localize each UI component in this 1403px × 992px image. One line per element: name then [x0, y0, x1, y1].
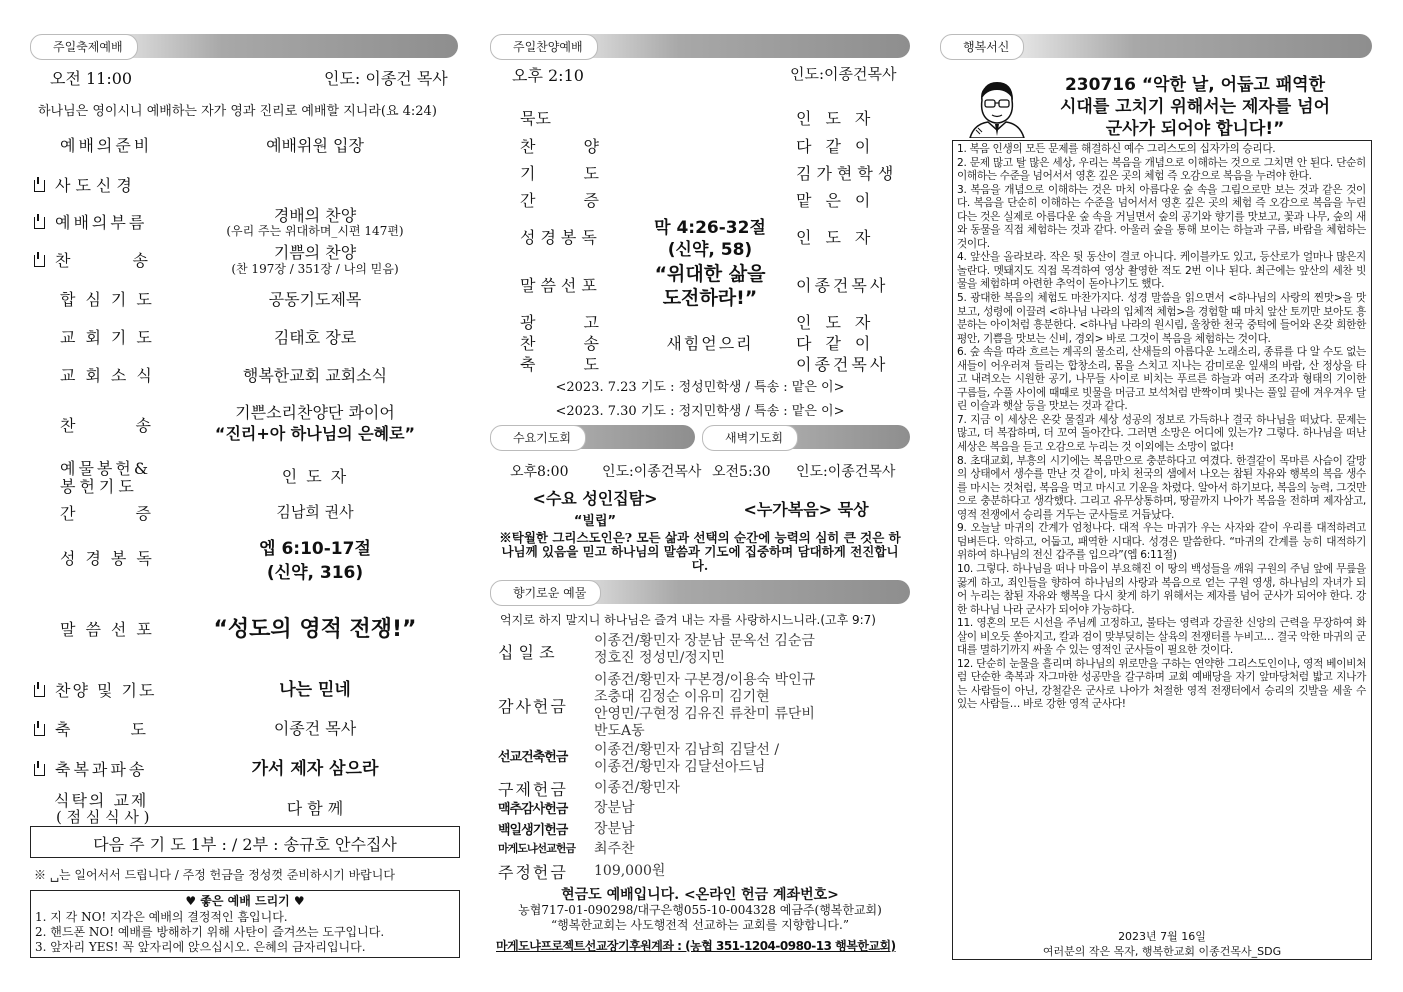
offering-names: 이종건/황민자 장분남 문옥선 김순금 — [594, 633, 815, 649]
afternoon-leader: 인도:이종건목사 — [790, 65, 897, 83]
order-label: 말씀선포 — [60, 620, 162, 639]
order-label: 사도신경 — [34, 173, 137, 196]
letter-header: 행복서신 — [940, 34, 1024, 60]
order-label: 찬송 — [520, 334, 647, 353]
order-value: 막 4:26-32절 — [654, 218, 766, 238]
order-value: 경배의 찬양 — [273, 206, 357, 225]
order-value: 가서 제자 삼으라 — [251, 759, 379, 779]
order-value: 예배위원 입장 — [266, 136, 364, 155]
order-value: 이종건 목사 — [273, 719, 357, 738]
afternoon-time: 오후 2:10 — [512, 66, 584, 85]
afternoon-header-bar — [490, 34, 910, 58]
offering-names: 조충대 김정순 이유미 김기현 — [594, 689, 770, 705]
order-who: 인도자 — [796, 313, 885, 332]
dawn-header-bar — [702, 425, 910, 449]
order-value: 김태호 장로 — [273, 328, 357, 347]
offering-names: 장분남 — [594, 800, 635, 816]
stand-icon — [34, 724, 45, 736]
offering-header: 향기로운 예물 — [490, 580, 601, 606]
order-sub: 도전하라!” — [662, 287, 758, 309]
order-label: 예배의준비 — [60, 136, 153, 155]
order-label: 교회소식 — [60, 366, 162, 385]
offering-label: 마게도냐선교헌금 — [498, 842, 576, 855]
order-label: 축복과파송 — [34, 757, 147, 780]
stand-icon — [34, 685, 45, 697]
stand-note: ※ ␣는 일어서서 드립니다 / 주정 헌금을 정성껏 준비하시기 바랍니다 — [34, 868, 395, 882]
letter-title-line3: 군사가 되어야 합니다!” — [1105, 119, 1285, 139]
order-sub: (찬 197장 / 351장 / 나의 믿음) — [231, 262, 399, 276]
exhortation: ※탁월한 그리스도인은? 모든 삶과 선택의 순간에 능력의 심히 큰 것은 하나님께 있음을 믿고 하나님의 말씀과 기도에 집중하며 담대하게 전진합니다. — [499, 530, 901, 573]
stand-icon — [34, 217, 45, 229]
stand-icon — [34, 764, 45, 776]
good-worship-box — [30, 890, 460, 958]
wed-header: 수요기도회 — [490, 425, 586, 451]
worship-header: 주일축제예배 — [30, 34, 138, 60]
order-label: 성경봉독 — [60, 549, 162, 568]
offering-names: 안영민/구현정 김유진 류찬미 류단비 — [594, 706, 815, 722]
dawn-title: <누가복음> 묵상 — [743, 500, 869, 519]
wed-leader: 인도:이종건목사 — [602, 464, 702, 480]
order-value: 기쁜소리찬양단 콰이어 — [235, 403, 395, 422]
order-label: 찬양 및 기도 — [34, 678, 156, 701]
order-value: 행복한교회 교회소식 — [242, 366, 388, 385]
prayer-schedule: <2023. 7.30 기도 : 정지민학생 / 특송 : 맡은 이> — [555, 404, 845, 419]
dawn-leader: 인도:이종건목사 — [796, 464, 896, 480]
offering-names: 장분남 — [594, 821, 635, 837]
offering-label: 십 일 조 — [498, 643, 555, 662]
order-label: 식탁의 교제 — [54, 791, 149, 810]
order-value: 김남희 권사 — [276, 503, 354, 521]
order-sub: (신약, 58) — [667, 240, 753, 260]
dawn-time: 오전5:30 — [712, 464, 771, 480]
order-label: 축도 — [520, 355, 647, 374]
order-label: 교회기도 — [60, 328, 162, 347]
sermon-title: “위대한 삶을 — [654, 263, 766, 285]
order-sub: (우리 주는 위대하며_시편 147편) — [226, 224, 404, 238]
order-value: 나는 믿네 — [279, 680, 351, 700]
order-label: 찬송 — [34, 248, 158, 271]
order-label: 예배의부름 — [34, 210, 147, 233]
order-label: 찬송 — [60, 416, 211, 435]
sermon-title: “성도의 영적 전쟁!” — [213, 617, 417, 642]
order-label: 봉헌기도 — [60, 477, 138, 496]
order-label: 합심기도 — [60, 290, 162, 309]
letter-body-box — [952, 140, 1372, 960]
offering-label: 구제헌금 — [498, 780, 568, 799]
order-label: 예물봉헌& — [60, 459, 152, 478]
next-prayer-box — [30, 826, 460, 858]
order-value: 다 함 께 — [286, 799, 344, 818]
church-motto: “행복한교회는 사도행전적 선교하는 교회를 지향합니다.” — [551, 918, 849, 932]
stand-icon — [34, 255, 45, 267]
order-label: 간증 — [60, 504, 211, 523]
worship-header-bar — [30, 34, 458, 58]
offering-label: 주정헌금 — [498, 863, 568, 882]
good-worship-title: ♥ 좋은 예배 드리기 ♥ — [185, 894, 305, 908]
next-prayer: 다음 주 기 도 1부 : / 2부 : 송규호 안수집사 — [93, 835, 397, 854]
order-label: 기도 — [520, 164, 647, 183]
order-value: 인 도 자 — [281, 467, 349, 486]
wed-header-bar — [490, 425, 695, 449]
worship-leader: 인도: 이종건 목사 — [324, 69, 448, 88]
order-value: 공동기도제목 — [268, 290, 362, 309]
good-worship-item: 1. 지 각 NO! 지각은 예배의 결정적인 흠입니다. — [35, 910, 288, 924]
offering-label: 백일생기헌금 — [498, 823, 568, 838]
stand-icon — [34, 180, 45, 192]
order-who: 맡은이 — [796, 191, 885, 210]
offering-names: 109,000원 — [594, 863, 666, 879]
order-who: 다같이 — [796, 334, 885, 353]
offering-names: 이종건/황민자 김달선아드님 — [594, 759, 766, 775]
offering-label: 맥추감사헌금 — [498, 802, 568, 817]
offering-names: 반도A동 — [594, 723, 645, 739]
offering-verse: 억지로 하지 말지니 하나님은 즐겨 내는 자를 사랑하시느니라.(고후 9:7) — [500, 613, 876, 627]
order-sub: “진리+아 하나님의 은혜로” — [214, 424, 416, 443]
letter-body: 1. 복음 인생의 모든 문제를 해결하신 예수 그리스도의 십자가의 승리다. 2. 문제 많고 탈 많은 세상, 우리는 복음을 개념으로 이해하는 것으로 그치면 안 된다. 단순히 이해하는 수준을 넘어서서 영혼 깊은 곳의 체험 즉 오감으로 복음을 누려야 한다. 3. 복음을 개념으로 이해하는 것은 마치 아름다운 숲 속을 그림으로만 보는 것과 같은 것이다. 복음을 단순히 이해하는 수준을 넘어서서 영혼 깊은 곳의 체험 즉 오감으로 복음을 누린다는 것은 실제로 아름다운 숲 속을 거닐면서 숲의 공기와 향기를 맛보고, 꽃과 나무, 숲의 새와 동물을 직접 체험하는 것과 같다. 아울러 숲을 통해 보이는 하늘과 구름, 바람을 체험하는 것이다. 4. 앞산을 올라보라. 작은 뒷 동산이 결코 아니다. 케이블카도 있고, 등산로가 얼마나 많은지 놀란다. 멧돼지도 직접 목격하여 영상 촬영한 적도 2번 이나 된다. 최근에는 앞산의 세찬 빗물을 체험하며 아련한 추억이 돋아나기도 했다. 5. 광대한 복음의 체험도 마찬가지다. 성경 말씀을 읽으면서 <하나님의 사랑의 찐맛>을 맛보고, 성령에 이끌려 <하나님 나라의 입체적 체험>을 경험할 때 마치 앞산 토끼만 보아도 흥분하는 아이처럼 흥분한다. <하나님 나라의 원시림, 울창한 천국 중턱에 들어와 온갖 희한한 평안, 기쁨을 맛보는 신비, 경외> 바로 그것이 복음을 체험하는 것이다. 6. 숲 속을 따라 흐르는 계곡의 물소리, 산새들의 아름다운 노래소리, 종류를 다 알 수도 없는 새들이 어우러져 들리는 합창소리, 몸을 스치고 지나는 감미로운 잎새의 바람, 산 정상을 타고 내려오는 시원한 공기, 나무들 사이로 비치는 푸르른 하늘과 여러 조각과 형태의 기이한 구름들, 수풀 사이에 때때로 빗물을 머금고 보석처럼 반짝이며 빛나는 풀잎 끝에 겨우겨우 달린 이슬과 햇살 등을 맛보는 것과 같다. 7. 지금 이 세상은 온갖 물질과 세상 성공의 정보로 가득하나 결국 하나님을 떠났다. 문제는 많고, 더 복잡하며, 더 꼬여 돌아간다. 그러면 소망은 어디에 있는가? 그렇다. 하나님을 떠난 세상은 복음을 듣고 오감으로 누리는 것 이외에는 소망이 없다! 8. 초대교회, 부흥의 시기에는 복음만으로 충분하다고 여겼다. 한결같이 목마른 사슴이 갈망의 상태에서 생수를 만난 것 같이, 마치 천국의 샘에서 나오는 참된 자유와 행복의 복음 생수를 마시는 것처럼, 복음을 먹고 마시고 기운을 차렸다. 알아서 하기보다, 복음의 능력, 그것만으로 충분하다고 생각했다. 그리고 유무상통하며, 땅끝까지 나아가 복음을 전하며 제자삼고, 영적 전쟁에서 승리를 거두는 군사들로 거듭났다. 9. 오늘날 마귀의 간계가 엄청나다. 대적 우는 마귀가 우는 사자와 같이 우리를 대적하려고 덤벼든다. 악하고, 어둡고, 패역한 시대다. 성경은 말씀한다. “마귀의 간계를 능히 대적하기 위하여 하나님의 전신 갑주를 입으라”(엡 6:11절) 10. 그렇다. 하나님을 떠나 마음이 부요해진 이 땅의 백성들을 깨워 구원의 주님 앞에 무릎을 꿇게 하고, 죄인들을 향하여 하나님의 사랑과 복음으로 얻는 구원 영생, 하나님의 자녀가 되어 누리는 참된 자유와 행복을 다시 찾게 하기 위해서는 제자를 넘어 군사가 되어야 한다. 강한 하나님 나라 군사가 되어야 가능하다. 11. 영혼의 모든 시선을 주님께 고정하고, 불타는 영력과 강골찬 신앙의 근력을 무장하여 화살이 비오듯 쏟아지고, 칼과 검이 맞부딪히는 살육의 전쟁터를 누비고… 결국 악한 마귀의 군대를 멸하기까지 싸울 수 있는 영적인 군사들이 필요한 것이다. 12. 단순히 눈물을 흘리며 하나님의 위로만을 구하는 연약한 그리스도인이나, 영적 베이비처럼 단순한 축복과 자그마한 성공만을 갈구하며 교회 예배당을 자기 앞마당처럼 밟고 지나가는 사람들이 아닌, 강철같은 군사로 나아가 처절한 영적 전쟁터에서 승리의 깃발을 세울 수 있는 사람들… 바로 강한 영적 군사다! — [957, 143, 1366, 711]
offering-names: 최주찬 — [594, 841, 635, 857]
worship-time: 오전 11:00 — [50, 69, 133, 88]
dawn-header: 새벽기도회 — [702, 425, 798, 451]
order-label: 찬양 — [520, 137, 647, 156]
mission-account: 마게도냐프로젝트선교장기후원계좌 : (농협 351-1204-0980-13 행복한교회) — [496, 939, 896, 953]
offering-names: 이종건/황민자 구본경/이용숙 박인규 — [594, 672, 816, 688]
order-who: 다같이 — [796, 137, 885, 156]
order-value: 새힘얻으리 — [666, 334, 754, 353]
order-who: 이종건목사 — [796, 355, 889, 374]
letter-title-line2: 시대를 고치기 위해서는 제자를 넘어 — [1059, 97, 1330, 117]
left-column — [30, 0, 460, 992]
order-who: 이종건목사 — [796, 276, 889, 295]
offering-header-bar — [490, 580, 910, 604]
wed-time: 오후8:00 — [510, 464, 569, 480]
offering-names: 정호진 정성민/정지민 — [594, 650, 725, 666]
afternoon-header: 주일찬양예배 — [490, 34, 598, 60]
order-label: 간증 — [520, 191, 647, 210]
order-who: 인도자 — [796, 228, 885, 247]
order-who: 인도자 — [796, 109, 885, 128]
prayer-schedule: <2023. 7.23 기도 : 정성민학생 / 특송 : 맡은 이> — [555, 380, 845, 395]
good-worship-item: 2. 핸드폰 NO! 예배를 방해하기 위해 사탄이 즐겨쓰는 도구입니다. — [35, 925, 385, 939]
right-column — [940, 0, 1374, 992]
order-label: 축도 — [34, 717, 206, 740]
letter-header-bar — [940, 34, 1372, 58]
order-sub: (신약, 316) — [266, 563, 364, 583]
worship-verse: 하나님은 영이시니 예배하는 자가 영과 진리로 예배할 지니라(요 4:24) — [38, 104, 437, 119]
order-label: 광고 — [520, 313, 647, 332]
order-label: 성경봉독 — [520, 228, 602, 247]
offering-names: 이종건/황민자 — [594, 780, 680, 796]
offering-label: 감사헌금 — [498, 697, 568, 716]
letter-date: 2023년 7월 16일 — [1118, 930, 1206, 943]
wed-sub: “빌립” — [573, 514, 617, 529]
middle-column — [490, 0, 910, 992]
account-numbers: 농협717-01-090298/대구은행055-10-004328 예금주(행복한교회) — [518, 903, 882, 917]
order-value: 엡 6:10-17절 — [259, 539, 371, 559]
order-label: 묵도 — [520, 109, 551, 128]
order-label: ( 점 심 식 사 ) — [56, 808, 150, 826]
good-worship-item: 3. 앞자리 YES! 꼭 앞자리에 앉으십시오. 은혜의 금자리입니다. — [35, 940, 366, 954]
offering-label: 선교건축헌금 — [498, 750, 568, 765]
letter-signature: 여러분의 작은 목자, 행복한교회 이종건목사_SDG — [1042, 945, 1282, 958]
account-title: 현금도 예배입니다. <온라인 헌금 계좌번호> — [561, 887, 839, 903]
order-label: 말씀선포 — [520, 276, 602, 295]
order-value: 기쁨의 찬양 — [273, 243, 357, 262]
pastor-portrait — [966, 78, 1028, 138]
letter-title-line1: 230716 “악한 날, 어둡고 패역한 — [1064, 75, 1326, 95]
offering-names: 이종건/황민자 김남희 김달선 / — [594, 742, 780, 758]
wed-title: <수요 성인집탐> — [532, 489, 658, 508]
order-who: 김가현학생 — [796, 164, 899, 183]
